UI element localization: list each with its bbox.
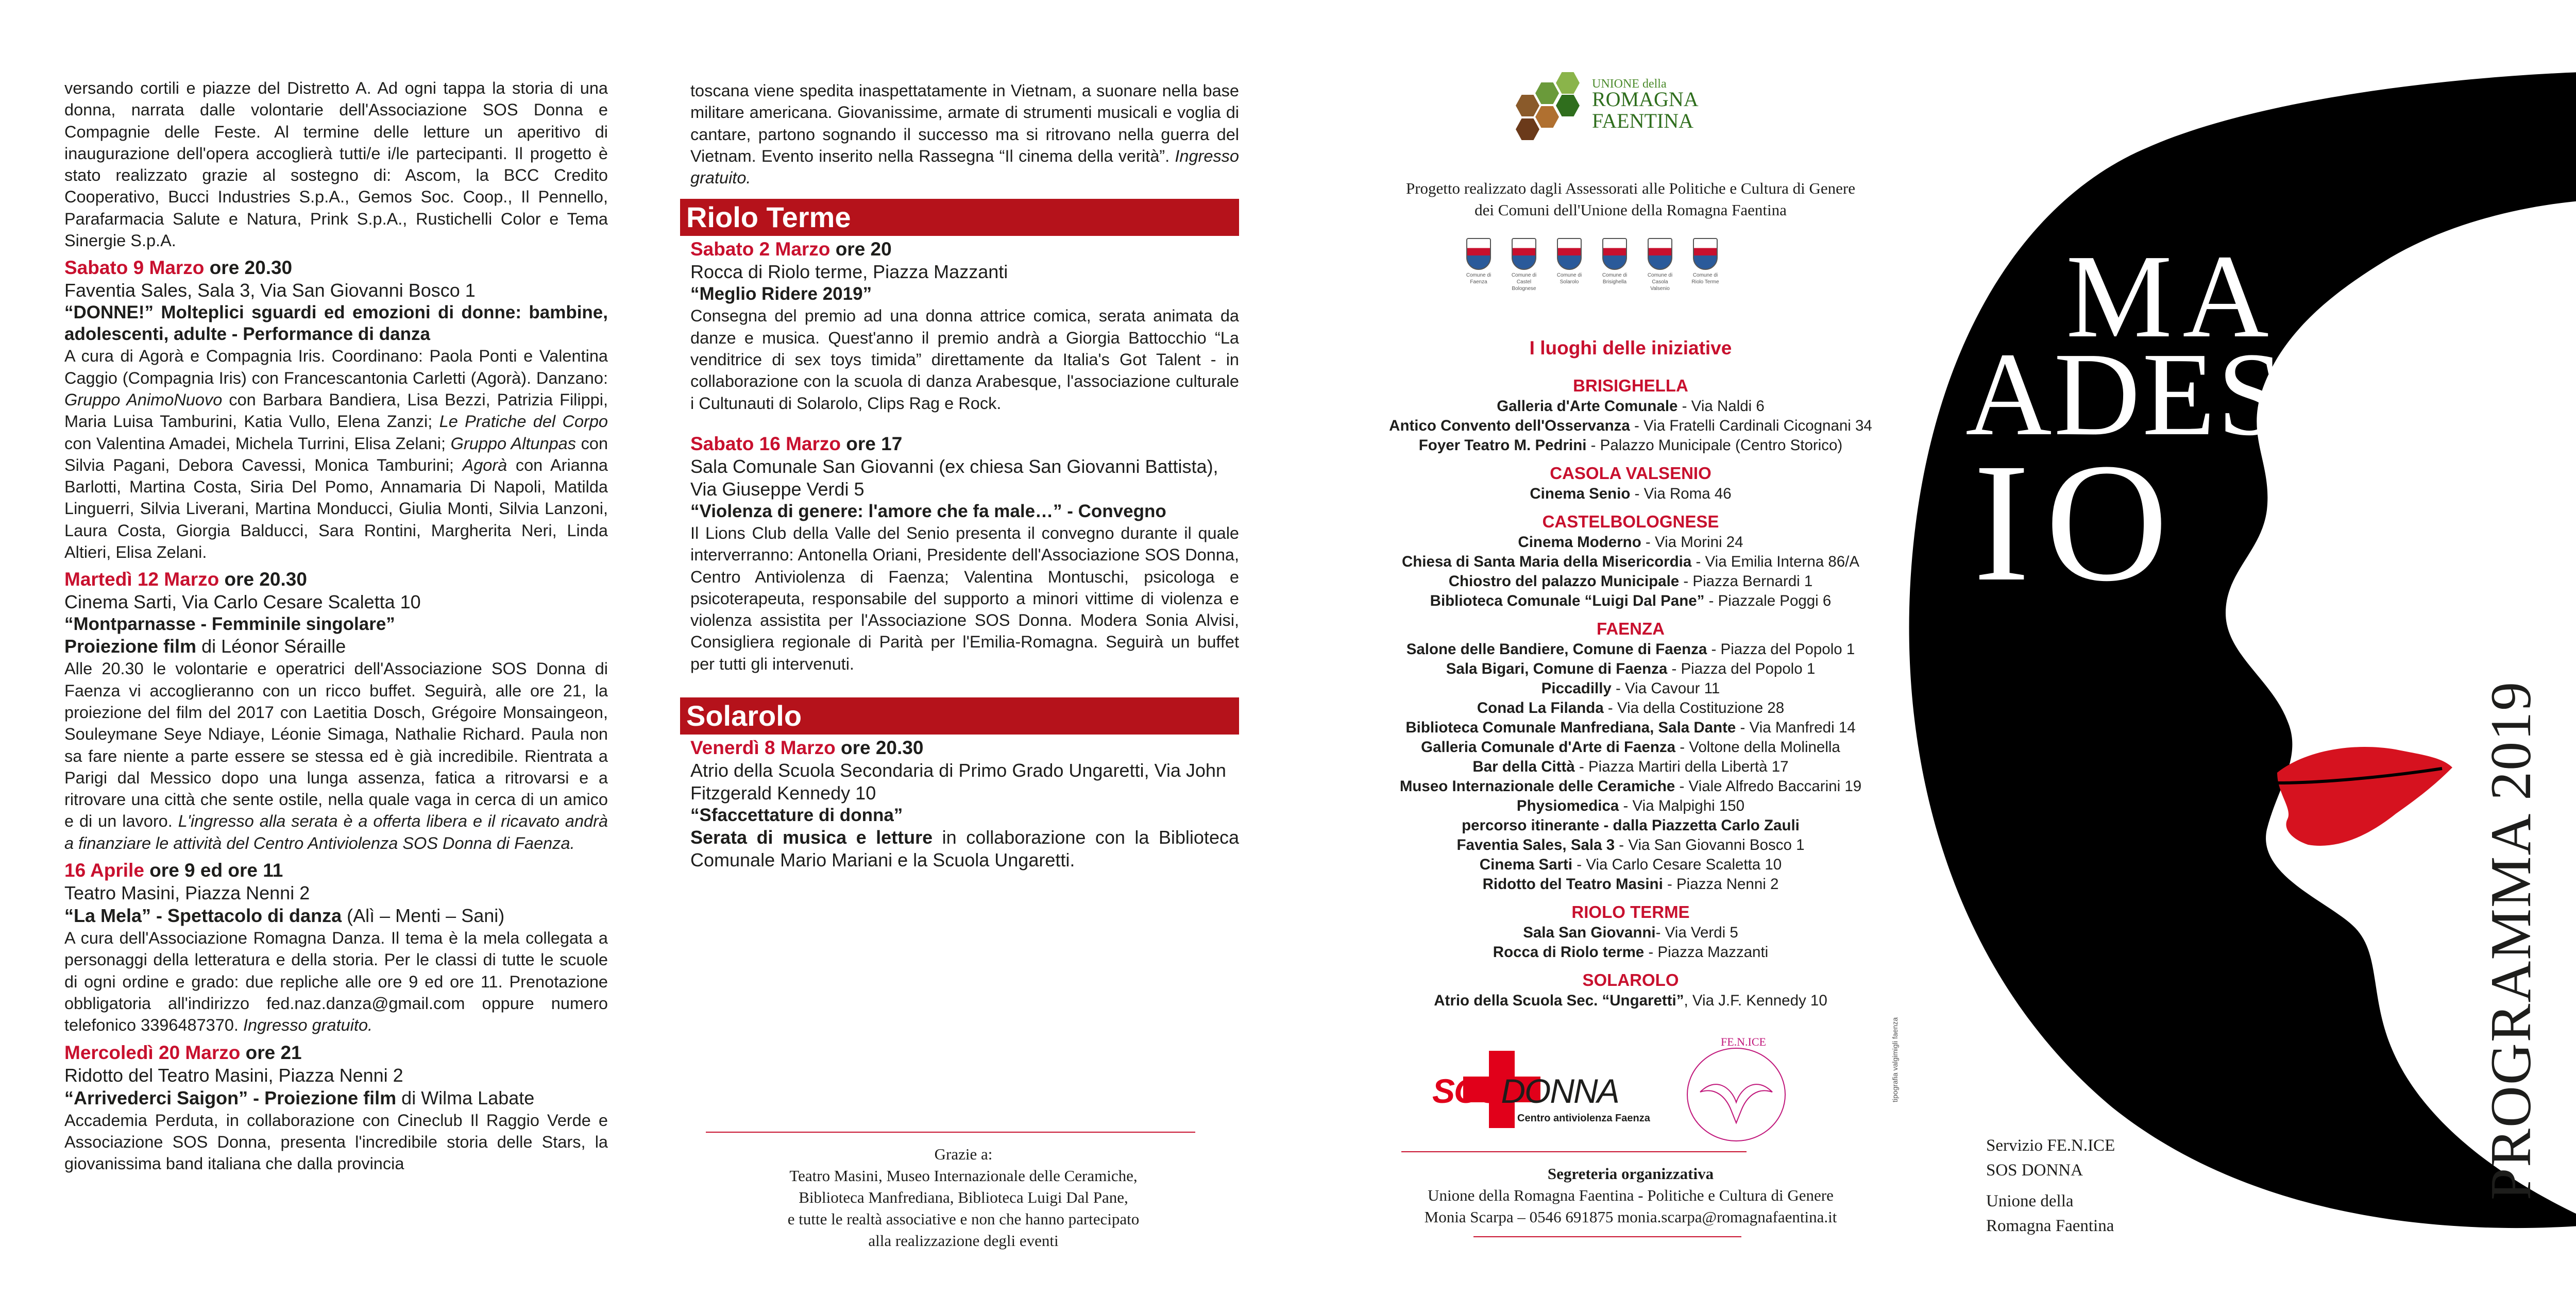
organizing-office xyxy=(1334,1163,1927,1228)
crest-shield-icon xyxy=(1466,238,1491,270)
venue-address: - Via Cavour 11 xyxy=(1611,680,1720,697)
hex-shape xyxy=(1556,72,1580,94)
venue-line xyxy=(1319,923,1942,943)
venue-address: - Via della Costituzione 28 xyxy=(1603,699,1785,716)
venue-name: Conad La Filanda xyxy=(1477,699,1604,716)
town-name: BRISIGHELLA xyxy=(1573,376,1688,395)
venue-address: - Via Malpighi 150 xyxy=(1619,797,1745,814)
crest xyxy=(1599,238,1630,285)
event-time: ore 20 xyxy=(835,238,892,260)
town-name: FAENZA xyxy=(1597,619,1665,638)
venue-name: Physiomedica xyxy=(1516,797,1619,814)
venue-name: Faventia Sales, Sala 3 xyxy=(1456,837,1615,854)
venue-line xyxy=(1319,679,1942,698)
venue-name: Bar della Città xyxy=(1472,758,1575,775)
venue-name: Ridotto del Teatro Masini xyxy=(1482,876,1663,893)
venue-line xyxy=(1319,484,1942,504)
venue-address: - Piazza Nenni 2 xyxy=(1663,876,1779,893)
venue-line xyxy=(1319,777,1942,796)
lips xyxy=(2277,747,2452,846)
event-body-part: con Arianna Barlotti, Martina Costa, Siria Del Pomo, Annamaria Di Napoli, Matilda Linguerri, Silvia Liverani, Martina Monducci, Giulia Monti, Silvia Lanzoni, Laura Costa, Giorgia Balducci, Sara Rontini, Margherita Neri, Linda Altieri, Elisa Zelani. xyxy=(64,455,608,562)
sos-logo-text xyxy=(1432,1071,1619,1111)
venue-name: Sala Bigari, Comune di Faenza xyxy=(1446,660,1668,677)
venue-name: Galleria d'Arte Comunale xyxy=(1497,398,1678,415)
cover-title-io: IO xyxy=(1973,429,2184,617)
service-line: Unione della xyxy=(1986,1192,2074,1210)
event-title-rest: (Alì – Menti – Sani) xyxy=(347,905,505,927)
event-time: ore 20.30 xyxy=(224,569,307,590)
service-line: SOS DONNA xyxy=(1986,1161,2083,1180)
event-title: “Violenza di genere: l'amore che fa male…” - Convegno xyxy=(690,501,1166,521)
venue-name: Cinema Moderno xyxy=(1518,534,1641,551)
venue-line xyxy=(1319,591,1942,611)
fenice-circle xyxy=(1687,1048,1785,1141)
venue-line xyxy=(1319,816,1942,835)
crest xyxy=(1645,238,1675,292)
venue-address: - Via Naldi 6 xyxy=(1677,398,1765,415)
venue-name: Cinema Senio xyxy=(1530,485,1631,502)
town-name: RIOLO TERME xyxy=(1571,902,1690,921)
event-body-part: con Barbara Bandiera, Lisa Bezzi, Patrizia Filippi, Maria Luisa Tamburini, Katia Vullo, Elena Zanzi; xyxy=(64,390,608,431)
union-logo xyxy=(1520,72,1736,149)
fenice-bird xyxy=(1700,1084,1772,1123)
event-date-text: Sabato 2 Marzo xyxy=(690,238,831,260)
intro-text: versando cortili e piazze del Distretto A. Ad ogni tappa la storia di una donna, narrata dalle volontarie dell'Associazione SOS Donna e Compagnie delle Feste. Al termine delle letture un aperitivo di inaugurazione dell'opera accoglierà tutti/e i/le partecipanti. Il progetto è stato realizzato grazie al sostegno di: Ascom, la BCC Credito Cooperativo, Bucci Industries S.p.A., Gemos Soc. Coop., Il Pennello, Parafarmacia Salute e Natura, Prink S.p.A., Rustichelli Color e Tema Sinergie S.p.A. xyxy=(64,79,608,250)
event-title: “Sfaccettature di donna” xyxy=(690,805,903,826)
event-date-text: Sabato 16 Marzo xyxy=(690,433,841,454)
venue-address: - Voltone della Molinella xyxy=(1675,739,1840,756)
logo-line xyxy=(1592,89,1699,132)
crest-shield-icon xyxy=(1512,238,1536,270)
event-title: “DONNE!” Molteplici sguardi ed emozioni di donne: bambine, adolescenti, adulte - Performance di danza xyxy=(64,302,608,345)
event-body: Consegna del premio ad una donna attrice comica, serata animata da danze e musica. Quest'anno il premio andrà a Giorgia Battocchio “La venditrice di sex toys timida” direttamente da Italia's Got Talent - in collaborazione con la scuola di danza Arabesque, l'associazione culturale i Cultunauti di Solarolo, Clips Rag e Rock. xyxy=(690,306,1239,413)
event-place: Teatro Masini, Piazza Nenni 2 xyxy=(64,882,310,904)
group-name: Gruppo AnimoNuovo xyxy=(64,390,223,409)
crest xyxy=(1690,238,1721,285)
event-title-rest: di Wilma Labate xyxy=(401,1087,535,1108)
venue-line xyxy=(1319,397,1942,416)
event-body: Il Lions Club della Valle del Senio presenta il convegno durante il quale interverranno: Antonella Oriani, Presidente dell'Associazione SOS Donna, Centro Antiviolenza di Faenza; Valentina Montuschi, psicologa e psicoterapeuta, responsabile del supporto a minori vittime di violenza e violenza assistita per l'Associazione SOS Donna. Modera Sonia Alvisi, Consigliera regionale di Parità per l'Emilia-Romagna. Seguirà un buffet per tutti gli intervenuti. xyxy=(690,523,1239,673)
town-name: CASOLA VALSENIO xyxy=(1550,464,1711,483)
event-body-part: con Valentina Amadei, Michela Turrini, Elisa Zelani; xyxy=(64,434,446,453)
section-band-riolo: Riolo Terme xyxy=(680,199,1239,236)
office-title: Segreteria organizzativa xyxy=(1547,1165,1714,1183)
crest-label: Comune di Faenza xyxy=(1466,272,1492,285)
venue-address: , Via J.F. Kennedy 10 xyxy=(1684,992,1827,1009)
event-place: Sala Comunale San Giovanni (ex chiesa San Giovanni Battista), Via Giuseppe Verdi 5 xyxy=(690,455,1218,500)
event-date-text: 16 Aprile xyxy=(64,860,144,881)
hex-shape xyxy=(1535,82,1559,104)
venue-address: - Piazza Mazzanti xyxy=(1644,944,1769,961)
group-name: Le Pratiche del Corpo xyxy=(439,412,608,431)
sos-logo-donna: DONNA xyxy=(1501,1072,1619,1110)
event-title: “Meglio Ridere 2019” xyxy=(690,284,872,304)
venue-line xyxy=(1319,738,1942,757)
logo-line-2: FAENTINA xyxy=(1592,109,1694,132)
venue-line xyxy=(1319,659,1942,679)
event-body: Accademia Perduta, in collaborazione con Cineclub Il Raggio Verde e Associazione SOS Donna, presenta l'incredibile storia delle Stars, la giovanissima band italiana che dalla provincia xyxy=(64,1111,608,1173)
crest-shield-icon xyxy=(1693,238,1718,270)
event-date-text: Martedì 12 Marzo xyxy=(64,569,219,590)
venue-line xyxy=(1319,640,1942,659)
group-name: Agorà xyxy=(462,455,507,474)
project-line: Progetto realizzato dagli Assessorati alle Politiche e Cultura di Genere xyxy=(1405,179,1856,197)
venue-address: - Piazzale Poggi 6 xyxy=(1704,592,1832,609)
venue-address: - Piazza del Popolo 1 xyxy=(1707,641,1855,658)
crest-label: Comune di Casola Valsenio xyxy=(1647,272,1673,292)
event-body-part: Alle 20.30 le volontarie e operatrici dell'Associazione SOS Donna di Faenza vi accoglieranno con un ricco buffet. Seguirà, alle ore 21, la proiezione del film del 2017 con Laetitia Dosch, Grégoire Monsaingeon, Souleymane Seye Ndiaye, Léonie Simaga, Nathalie Richard. Paula non sa fare niente a parte essere se stessa ed è già incredibile. Rientrata a Parigi dal Messico dopo una lunga assenza, fatica a ritrovarsi e a ritrovare una città che sente ostile, nella quale vaga in cerca di un amico e di un lavoro. xyxy=(64,659,608,831)
venue-line xyxy=(1319,552,1942,572)
event-title-bold: “Arrivederci Saigon” - Proiezione film xyxy=(64,1087,397,1108)
fenice-logo-icon xyxy=(1680,1035,1793,1149)
venue-address: - Via Fratelli Cardinali Cicognani 34 xyxy=(1630,417,1872,434)
crest xyxy=(1463,238,1494,285)
venue-line xyxy=(1319,416,1942,436)
partner-logos xyxy=(1422,1035,1814,1154)
event-body-part: in collaborazione con la Biblioteca Comunale Mario Mariani e la Scuola Ungaretti. xyxy=(690,827,1239,871)
event-title: “Montparnasse - Femminile singolare” xyxy=(64,614,395,635)
hex-shape xyxy=(1535,106,1559,128)
venue-line xyxy=(1319,875,1942,894)
fenice-label: FE.N.ICE xyxy=(1721,1035,1766,1048)
venue-line xyxy=(1319,796,1942,816)
venue-line xyxy=(1319,572,1942,591)
venue-address: - Via Roma 46 xyxy=(1630,485,1732,502)
venue-address: - Via San Giovanni Bosco 1 xyxy=(1615,837,1805,854)
venue-name: Rocca di Riolo terme xyxy=(1493,944,1645,961)
event-place: Cinema Sarti, Via Carlo Cesare Scaletta 10 xyxy=(64,591,421,613)
venue-line xyxy=(1319,991,1942,1011)
event-body-italic: Ingresso gratuito. xyxy=(243,1016,373,1035)
venue-name: Foyer Teatro M. Pedrini xyxy=(1418,437,1587,454)
logo-line-1: ROMAGNA xyxy=(1592,88,1699,111)
intro-text-part: toscana viene spedita inaspettatamente in Vietnam, a suonare nella base militare americana. Giovanissime, armate di strumenti musicali e voglia di cantare, partono sognando il successo ma si ritrovano nella guerra del Vietnam. Evento inserito nella Rassegna “Il cinema della verità”. xyxy=(690,81,1239,165)
event-body-bold: Serata di musica e letture xyxy=(690,827,933,848)
event-body-italic: L'ingresso alla serata è a offerta libera e il ricavato andrà a finanziare le attività del Centro Antiviolenza SOS Donna di Faenza. xyxy=(64,812,608,852)
town-name: SOLAROLO xyxy=(1582,970,1679,989)
event-place: Atrio della Scuola Secondaria di Primo Grado Ungaretti, Via John Fitzgerald Kennedy 10 xyxy=(690,760,1226,804)
venue-name: Atrio della Scuola Sec. “Ungaretti” xyxy=(1434,992,1684,1009)
event-time: ore 20.30 xyxy=(209,257,293,279)
hex-shape xyxy=(1556,95,1580,116)
thanks-line: Teatro Masini, Museo Internazionale delle Ceramiche, xyxy=(789,1167,1138,1185)
service-line: Romagna Faentina xyxy=(1986,1217,2114,1235)
cover-services xyxy=(1986,1133,2115,1238)
project-text xyxy=(1319,178,1942,221)
town-name: CASTELBOLOGNESE xyxy=(1542,512,1719,531)
divider-line xyxy=(1473,1236,1741,1237)
crest-label: Comune di Brisighella xyxy=(1602,272,1628,285)
event-place: Rocca di Riolo terme, Piazza Mazzanti xyxy=(690,261,1008,283)
venue-address: - Piazza del Popolo 1 xyxy=(1667,660,1816,677)
event-body-part: con Silvia Pagani, Debora Cavessi, Monica Tamburini; xyxy=(64,434,608,474)
crest-label: Comune di Castel Bolognese xyxy=(1511,272,1537,292)
venue-name: Chiesa di Santa Maria della Misericordia xyxy=(1401,553,1692,570)
event-time: ore 9 ed ore 11 xyxy=(149,860,283,881)
venue-address: - Piazza Martiri della Libertà 17 xyxy=(1574,758,1789,775)
venue-line xyxy=(1319,533,1942,552)
event-date-text: Mercoledì 20 Marzo xyxy=(64,1042,241,1063)
venue-name: Salone delle Bandiere, Comune di Faenza xyxy=(1406,641,1707,658)
section-band-solarolo: Solarolo xyxy=(680,697,1239,735)
event-time: ore 17 xyxy=(846,433,903,454)
sos-subtitle: Centro antiviolenza Faenza xyxy=(1517,1113,1650,1124)
thanks-line: Biblioteca Manfrediana, Biblioteca Luigi Dal Pane, xyxy=(799,1188,1128,1206)
crest xyxy=(1554,238,1585,285)
event-place: Faventia Sales, Sala 3, Via San Giovanni Bosco 1 xyxy=(64,280,476,301)
venue-name: Galleria Comunale d'Arte di Faenza xyxy=(1421,739,1676,756)
thanks-line: Grazie a: xyxy=(934,1145,993,1163)
venue-name: Piccadilly xyxy=(1541,680,1612,697)
venue-name: percorso itinerante - dalla Piazzetta Carlo Zauli xyxy=(1462,817,1800,834)
venue-line xyxy=(1319,757,1942,777)
venue-address: - Piazza Bernardi 1 xyxy=(1679,573,1813,590)
logo-small-text: UNIONE della xyxy=(1592,77,1667,91)
crest xyxy=(1509,238,1539,292)
office-contact: Monia Scarpa – 0546 691875 monia.scarpa@romagnafaentina.it xyxy=(1424,1208,1837,1226)
venue-name: Antico Convento dell'Osservanza xyxy=(1389,417,1630,434)
venue-address: - Viale Alfredo Baccarini 19 xyxy=(1675,778,1862,795)
venue-name: Museo Internazionale delle Ceramiche xyxy=(1399,778,1675,795)
crest-label: Comune di Riolo Terme xyxy=(1691,272,1719,285)
event-subtitle-bold: Proiezione film xyxy=(64,636,197,657)
venues-list xyxy=(1319,375,1942,1011)
venue-line xyxy=(1319,698,1942,718)
event-time: ore 21 xyxy=(245,1042,302,1063)
venue-name: Cinema Sarti xyxy=(1479,856,1573,873)
venue-line xyxy=(1319,718,1942,738)
venue-address: - Via Emilia Interna 86/A xyxy=(1691,553,1860,570)
programma-title: PROGRAMMA 2019 xyxy=(2479,680,2543,1200)
project-line: dei Comuni dell'Unione della Romagna Faentina xyxy=(1475,201,1787,219)
event-body-part: A cura di Agorà e Compagnia Iris. Coordinano: Paola Ponti e Valentina Caggio (Compagnia Iris) con Francescantonia Carletti (Agorà). Danzano: xyxy=(64,347,608,387)
thanks-line: e tutte le realtà associative e non che hanno partecipato xyxy=(787,1210,1140,1228)
municipal-crests xyxy=(1463,238,1752,315)
event-title-bold: “La Mela” - Spettacolo di danza xyxy=(64,905,342,927)
thanks-line: alla realizzazione degli eventi xyxy=(868,1232,1059,1250)
venue-address: - Via Carlo Cesare Scaletta 10 xyxy=(1572,856,1782,873)
venue-name: Biblioteca Comunale “Luigi Dal Pane” xyxy=(1430,592,1705,609)
crest-shield-icon xyxy=(1648,238,1672,270)
crest-shield-icon xyxy=(1557,238,1582,270)
sos-logo-main: SOS xyxy=(1432,1072,1501,1110)
office-line: Unione della Romagna Faentina - Politiche e Cultura di Genere xyxy=(1428,1186,1834,1204)
venue-name: Chiostro del palazzo Municipale xyxy=(1448,573,1680,590)
venue-name: Biblioteca Comunale Manfrediana, Sala Dante xyxy=(1405,719,1736,736)
service-line: Servizio FE.N.ICE xyxy=(1986,1136,2115,1155)
crest-label: Comune di Solarolo xyxy=(1556,272,1582,285)
venue-line xyxy=(1319,855,1942,875)
event-subtitle-rest: di Léonor Séraille xyxy=(201,636,346,657)
intro-text-italic: Ingresso gratuito. xyxy=(690,146,1240,187)
venue-line xyxy=(1319,835,1942,855)
cover-title-adesso: ADESSO xyxy=(1965,328,2443,460)
printer-credit: tipografia valgimigli faenza xyxy=(1891,1017,1899,1102)
venue-line xyxy=(1319,943,1942,962)
cover-title-ma: MA xyxy=(2066,230,2279,363)
event-place: Ridotto del Teatro Masini, Piazza Nenni 2 xyxy=(64,1064,403,1086)
group-name: Gruppo Altunpas xyxy=(450,434,576,453)
venue-line xyxy=(1319,436,1942,455)
venue-address: - Via Manfredi 14 xyxy=(1736,719,1856,736)
event-time: ore 20.30 xyxy=(841,737,924,759)
venues-title: I luoghi delle iniziative xyxy=(1529,337,1732,359)
venue-address: - Palazzo Municipale (Centro Storico) xyxy=(1586,437,1843,454)
venue-address: - Via Verdi 5 xyxy=(1655,924,1738,941)
venue-address: - Via Morini 24 xyxy=(1641,534,1743,551)
event-date-text: Sabato 9 Marzo xyxy=(64,257,205,279)
event-date-text: Venerdì 8 Marzo xyxy=(690,737,836,759)
event-body-part: A cura dell'Associazione Romagna Danza. Il tema è la mela collegata a personaggi della letteratura e della storia. Per le classi di tutte le scuole di ogni ordine e grado: due repliche alle ore 9 ed ore 11. Prenotazione obbligatoria all'indirizzo fed.naz.danza@gmail.com oppure numero telefonico 3396487370. xyxy=(64,929,608,1035)
crest-shield-icon xyxy=(1602,238,1627,270)
divider-line xyxy=(1401,1151,1747,1152)
venue-name: Sala San Giovanni xyxy=(1523,924,1656,941)
